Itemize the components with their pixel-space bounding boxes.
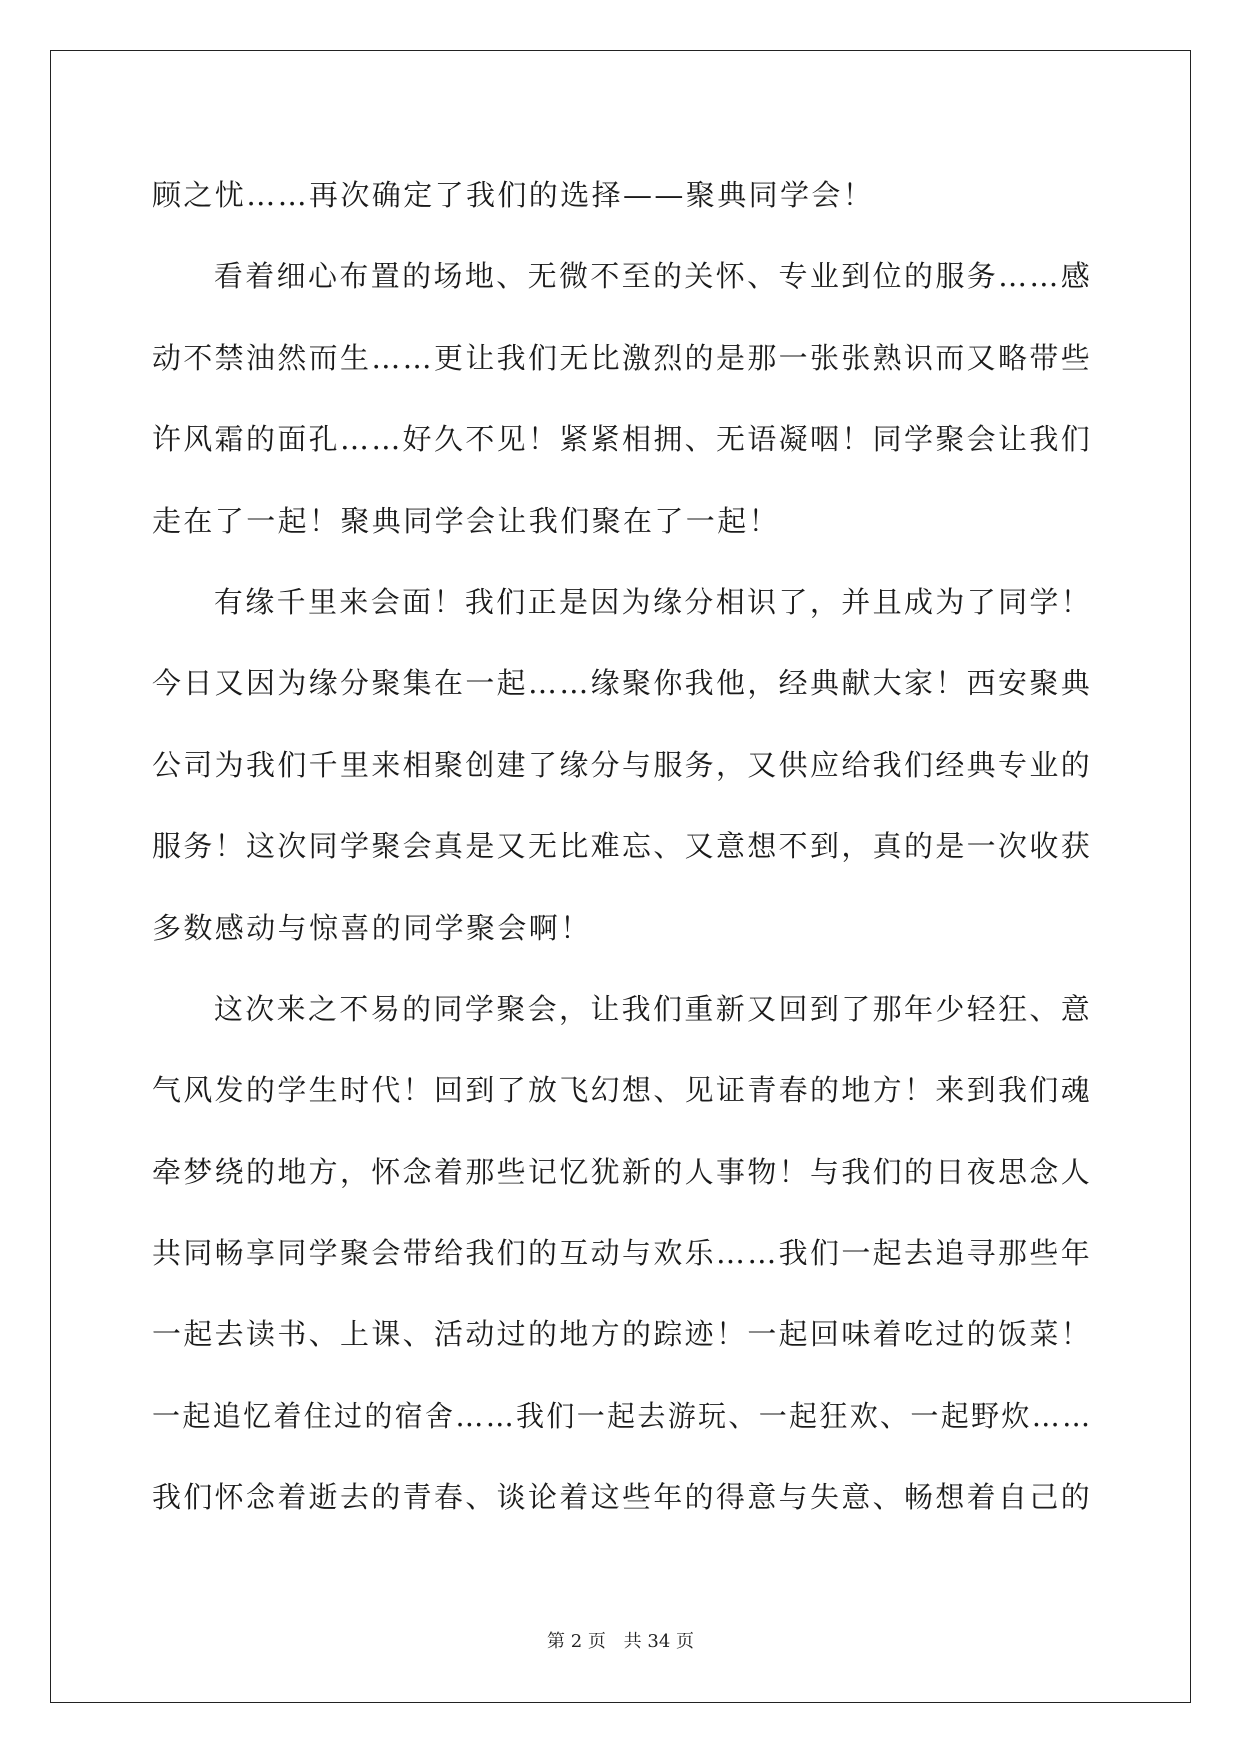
text-line: 共同畅享同学聚会带给我们的互动与欢乐……我们一起去追寻那些年 [152,1236,1093,1271]
text-line: 牵梦绕的地方，怀念着那些记忆犹新的人事物！与我们的日夜思念人 [152,1154,1093,1189]
text-line: 这次来之不易的同学聚会，让我们重新又回到了那年少轻狂、意 [213,991,1093,1026]
text-line: 多数感动与惊喜的同学聚会啊！ [152,910,592,945]
text-line: 走在了一起！聚典同学会让我们聚在了一起！ [152,503,781,538]
text-line: 服务！这次同学聚会真是又无比难忘、又意想不到，真的是一次收获 [152,829,1093,864]
page-total: 共 34 页 [623,1631,694,1652]
text-line: 有缘千里来会面！我们正是因为缘分相识了，并且成为了同学！ [213,584,1093,619]
text-line: 看着细心布置的场地、无微不至的关怀、专业到位的服务……感 [213,259,1093,294]
text-line: 顾之忧……再次确定了我们的选择——聚典同学会！ [152,178,875,212]
text-line: 公司为我们千里来相聚创建了缘分与服务，又供应给我们经典专业的 [152,747,1093,782]
text-line: 气风发的学生时代！回到了放飞幻想、见证青春的地方！来到我们魂 [152,1073,1093,1108]
document-body [152,155,1092,1539]
text-line: 动不禁油然而生……更让我们无比激烈的是那一张张熟识而又略带些 [152,340,1093,375]
text-line: 许风霜的面孔……好久不见！紧紧相拥、无语凝咽！同学聚会让我们 [152,422,1093,457]
text-line: 今日又因为缘分聚集在一起……缘聚你我他，经典献大家！西安聚典 [152,666,1093,701]
page-footer [0,1627,1241,1653]
text-line: 一起去读书、上课、活动过的地方的踪迹！一起回味着吃过的饭菜！ [152,1317,1093,1352]
page-number: 第 2 页 [547,1631,606,1652]
text-line: 我们怀念着逝去的青春、谈论着这些年的得意与失意、畅想着自己的 [152,1480,1093,1515]
text-line: 一起追忆着住过的宿舍……我们一起去游玩、一起狂欢、一起野炊…… [152,1398,1093,1433]
